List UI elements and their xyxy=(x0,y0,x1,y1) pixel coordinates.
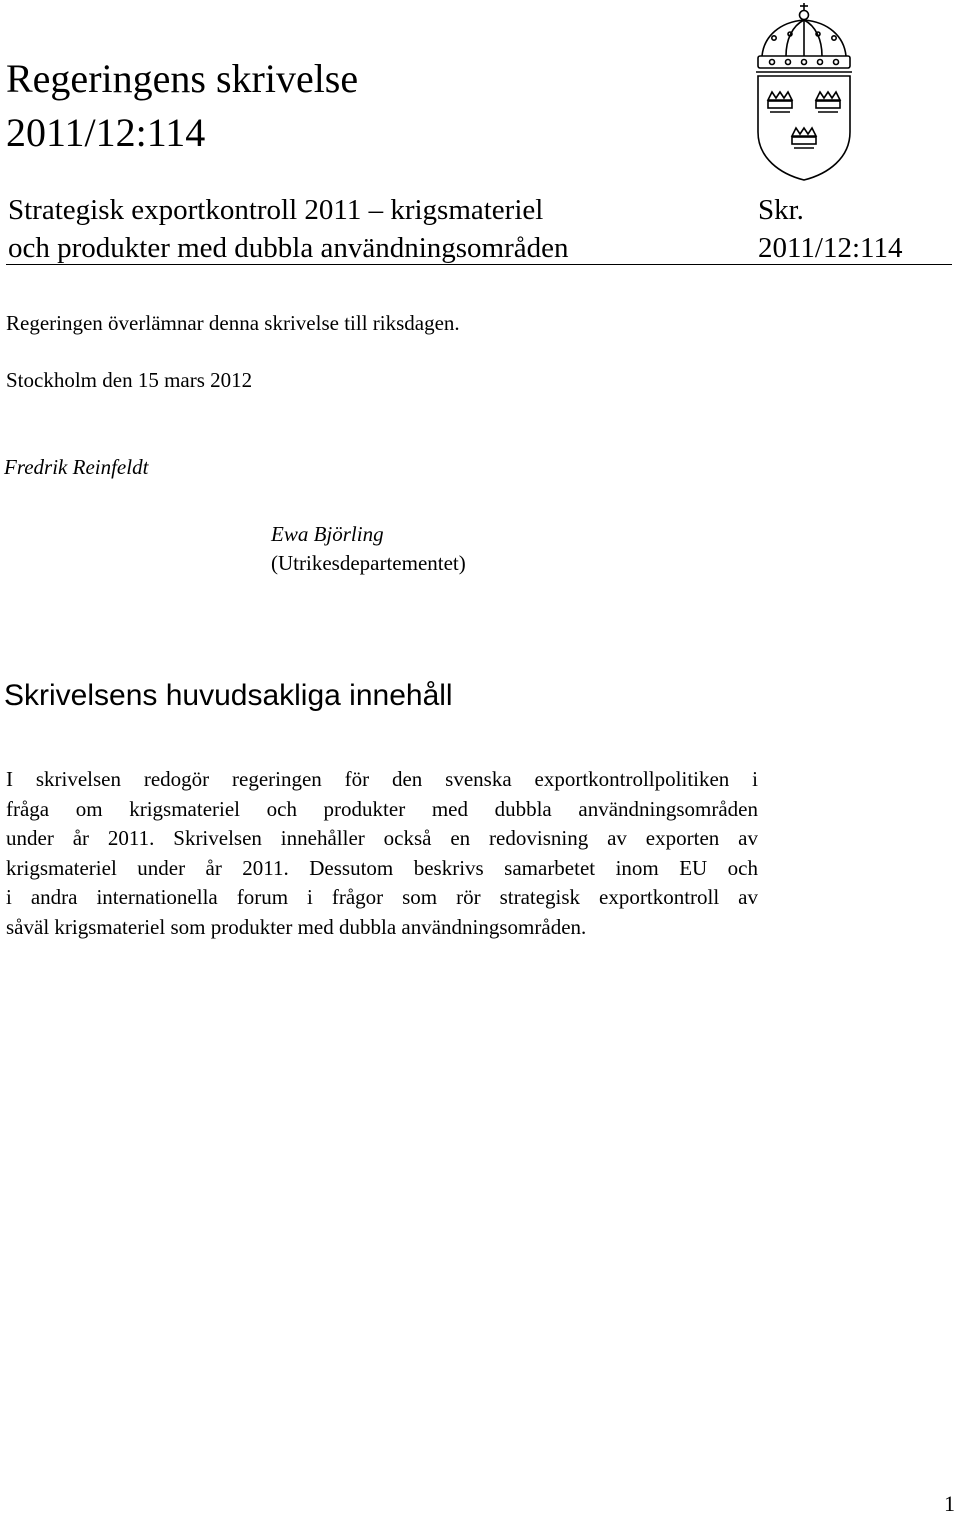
summary-paragraph xyxy=(6,765,758,942)
document-subject xyxy=(8,191,569,267)
reference-line: 2011/12:114 xyxy=(758,232,903,264)
place-date: Stockholm den 15 mars 2012 xyxy=(6,368,253,392)
title-line: 2011/12:114 xyxy=(6,110,206,155)
prime-minister-signature: Fredrik Reinfeldt xyxy=(4,455,149,479)
swedish-crest-icon xyxy=(750,2,858,182)
summary-heading: Skrivelsens huvudsakliga innehåll xyxy=(4,679,453,712)
subject-line: Strategisk exportkontroll 2011 – krigsmateriel xyxy=(8,194,544,226)
minister-department: (Utrikesdepartementet) xyxy=(271,551,466,575)
summary-line: krigsmateriel under år 2011. Dessutom beskrivs samarbetet inom EU och xyxy=(6,855,758,880)
page-number: 1 xyxy=(944,1491,955,1516)
document-reference xyxy=(758,191,902,267)
summary-line: i andra internationella forum i frågor som rör strategisk exportkontroll av xyxy=(6,885,758,909)
subject-line: och produkter med dubbla användningsområden xyxy=(8,232,569,264)
document-title xyxy=(6,52,358,160)
summary-line: I skrivelsen redogör regeringen för den svenska exportkontrollpolitiken i xyxy=(6,767,758,791)
handover-text: Regeringen överlämnar denna skrivelse till riksdagen. xyxy=(6,311,460,335)
minister-signature xyxy=(271,520,466,578)
reference-line: Skr. xyxy=(758,194,804,226)
header-divider xyxy=(6,264,952,265)
title-line: Regeringens skrivelse xyxy=(6,56,359,101)
minister-name: Ewa Björling xyxy=(271,522,384,546)
summary-line: fråga om krigsmateriel och produkter med dubbla användningsområden xyxy=(6,796,758,821)
summary-line: under år 2011. Skrivelsen innehåller också en redovisning av exporten av xyxy=(6,826,758,850)
summary-line: såväl krigsmateriel som produkter med dubbla användningsområden. xyxy=(6,914,587,939)
